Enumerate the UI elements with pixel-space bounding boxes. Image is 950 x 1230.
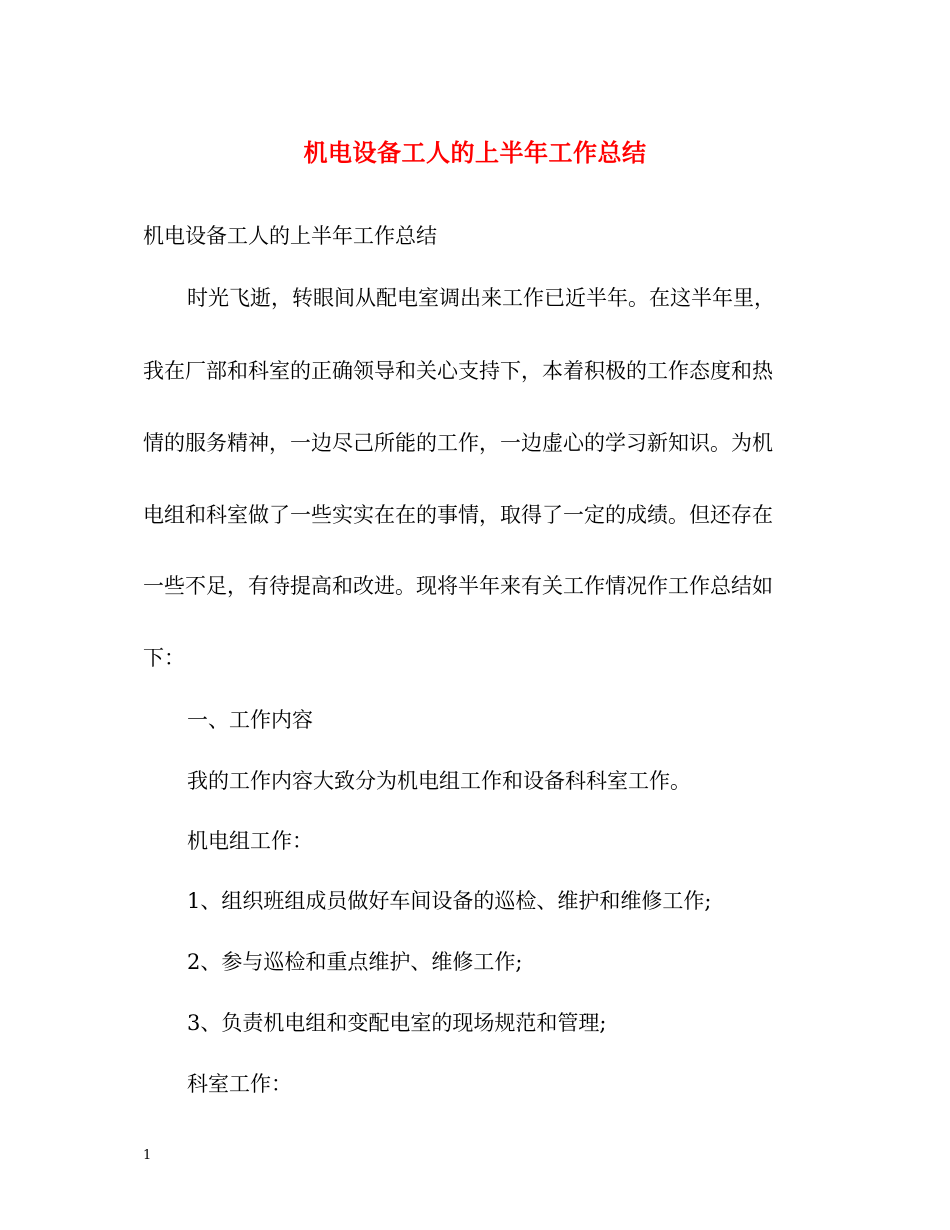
- body-subtitle: 机电设备工人的上半年工作总结: [143, 224, 437, 248]
- list-item: 3、负责机电组和变配电室的现场规范和管理;: [187, 1011, 607, 1035]
- paragraph-line: 我的工作内容大致分为机电组工作和设备科科室工作。: [187, 769, 691, 793]
- page-number: 1: [143, 1148, 152, 1163]
- paragraph-line: 一些不足，有待提高和改进。现将半年来有关工作情况作工作总结如: [143, 574, 773, 598]
- paragraph-line: 我在厂部和科室的正确领导和关心支持下，本着积极的工作态度和热: [143, 359, 773, 383]
- list-item: 1、组织班组成员做好车间设备的巡检、维护和维修工作;: [187, 889, 712, 913]
- paragraph-line: 时光飞逝，转眼间从配电室调出来工作已近半年。在这半年里，: [187, 286, 775, 310]
- paragraph-line: 下：: [143, 646, 185, 670]
- list-item: 2、参与巡检和重点维护、维修工作;: [187, 950, 523, 974]
- section-heading: 一、工作内容: [187, 708, 313, 732]
- paragraph-line: 机电组工作：: [187, 829, 313, 853]
- paragraph-line: 科室工作：: [187, 1072, 292, 1096]
- paragraph-line: 情的服务精神，一边尽己所能的工作，一边虚心的学习新知识。为机: [143, 431, 773, 455]
- paragraph-line: 电组和科室做了一些实实在在的事情，取得了一定的成绩。但还存在: [143, 503, 773, 527]
- document-title: 机电设备工人的上半年工作总结: [303, 138, 647, 167]
